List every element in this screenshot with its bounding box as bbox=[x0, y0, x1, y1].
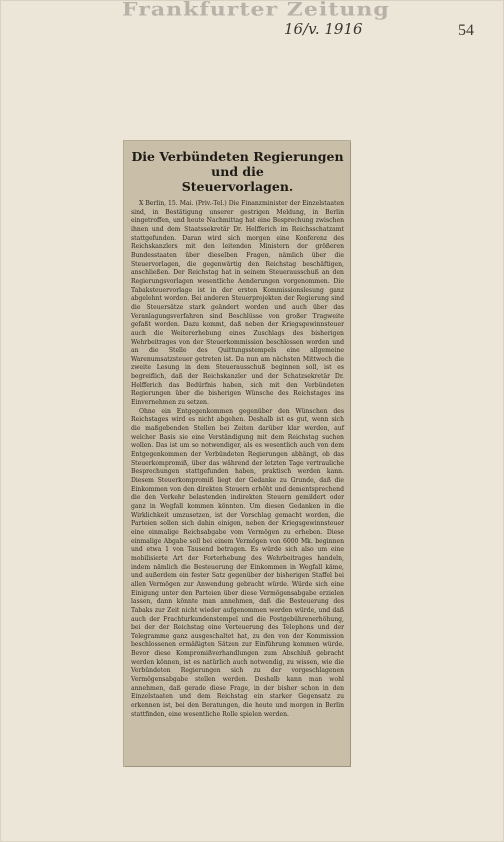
article-headline bbox=[131, 149, 344, 194]
page-number: 54 bbox=[458, 22, 474, 39]
headline-line-1: Die Verbündeten Regierungen und die bbox=[131, 149, 344, 179]
article-paragraph-1: X Berlin, 15. Mai. (Priv.-Tel.) Die Finanzminister der Einzelstaaten sind, in Bestätigung unserer gestrigen Meldung, in Berlin eingetroffen, und heute Nachmittag hat eine Besprechung zwischen ihnen und dem Staatssekretär Dr. Helfferich im Reichsschatzamt stattgefunden. Daran wird sich morgen eine Konferenz des Reichskanzlers mit den leitenden Ministern der größeren Bundesstaaten über dieselben Fragen, nämlich über die Steuervorlagen, die gegenwärtig den Reichstag beschäftigen, anschließen. Der Reichstag hat in seinem Steuerausschuß an den Regierungsvorlagen wesentliche Aenderungen vorgenommen. Die Tabaksteuervorlage ist in der ersten Kommissionslesung ganz abgelehnt worden. Bei anderen Steuerprojekten der Regierung sind die Steuersätze stark geändert worden und auch über das Veranlagungsverfahren sind Beschlüsse von großer Tragweite gefaßt worden. Dazu kommt, daß neben der Kriegsgewinnsteuer auch die Weitererhebung eines Zuschlags des bisherigen Wehrbeitrages von der Steuerkommission beschlossen worden und an die Stelle des Quittungsstempels eine allgemeine Warenumsatzsteuer getreten ist. Da nun am nächsten Mittwoch die zweite Lesung in dem Steuerausschuß beginnen soll, ist es begreiflich, daß der Reichskanzler und der Schatzsekretär Dr. Helfferich das Bedürfnis haben, sich mit den Verbündeten Regierungen über die bisherigen Wünsche des Reichstages ins Einvernehmen zu setzen. bbox=[131, 200, 344, 407]
article-body bbox=[131, 200, 344, 719]
headline-line-2: Steuervorlagen. bbox=[181, 179, 294, 194]
article-paragraph-2: Ohne ein Entgegenkommen gegenüber den Wünschen des Reichstages wird es nicht abgehen. Deshalb ist es gut, wenn sich die maßgebenden Stellen bei Zeiten darüber klar werden, auf welcher Basis sie eine Verständigung mit dem Reichstag suchen wollen. Das ist um so notwendiger, als es wesentlich auch von dem Entgegenkommen der Verbündeten Regierungen abhängt, ob das Steuerkompromiß, über das während der letzten Tage vertrauliche Besprechungen stattgefunden haben, praktisch werden kann. Diesem Steuerkompromiß liegt der Gedanke zu Grunde, daß die Einkommen von den direkten Steuern erhöht und dementsprechend die den Verkehr belastenden indirekten Steuern gemildert oder ganz in Wegfall kommen könnten. Um diesen Gedanken in die Wirklichkeit umzusetzen, ist der Vorschlag gemacht worden, die Parteien sollen sich dahin einigen, neben der Kriegsgewinnsteuer eine einmalige Reichsabgabe vom Vermögen zu erheben. Diese einmalige Abgabe soll bei einem Vermögen von 6000 Mk. beginnen und etwa 1 von Tausend betragen. Es würde sich also um eine mobilisierte Art der Forterhebung des Wehrbeitrages handeln, indem nämlich die Besteuerung der Einkommen in Wegfall käme, und außerdem ein fester Satz gegenüber der bisherigen Staffel bei allen Vermögen zur Anwendung gebracht würde. Würde sich eine Einigung unter den Parteien über diese Vermögensabgabe erzielen lassen, dann könnte man annehmen, daß die Besteuerung des Tabaks zur Zeit nicht wieder aufgenommen werden würde, und daß auch der Frachturkundenstempel und die Postgebührenerhöhung, bei der der Reichstag eine Verteuerung des Telephons und der Telegramme ganz ausgeschaltet hat, zu den von der Kommission beschlossenen ermäßigten Sätzen zur Einführung kommen würde. Bevor diese Kompromißverhandlungen zum Abschluß gebracht werden können, ist es natürlich auch notwendig, zu wissen, wie die Verbündeten Regierungen sich zu der vorgeschlagenen Vermögensabgabe stellen werden. Deshalb kann man wohl annehmen, daß gerade diese Frage, in der bisher schon in den Einzelstaaten und dem Reichstag ein starker Gegensatz zu erkennen ist, bei den Beratungen, die heute und morgen in Berlin stattfinden, eine wesentliche Rolle spielen werden. bbox=[131, 407, 344, 718]
handwritten-date: 16/v. 1916 bbox=[284, 20, 363, 38]
newspaper-masthead: Frankfurter Zeitung bbox=[122, 0, 390, 21]
newspaper-clipping bbox=[124, 141, 350, 766]
